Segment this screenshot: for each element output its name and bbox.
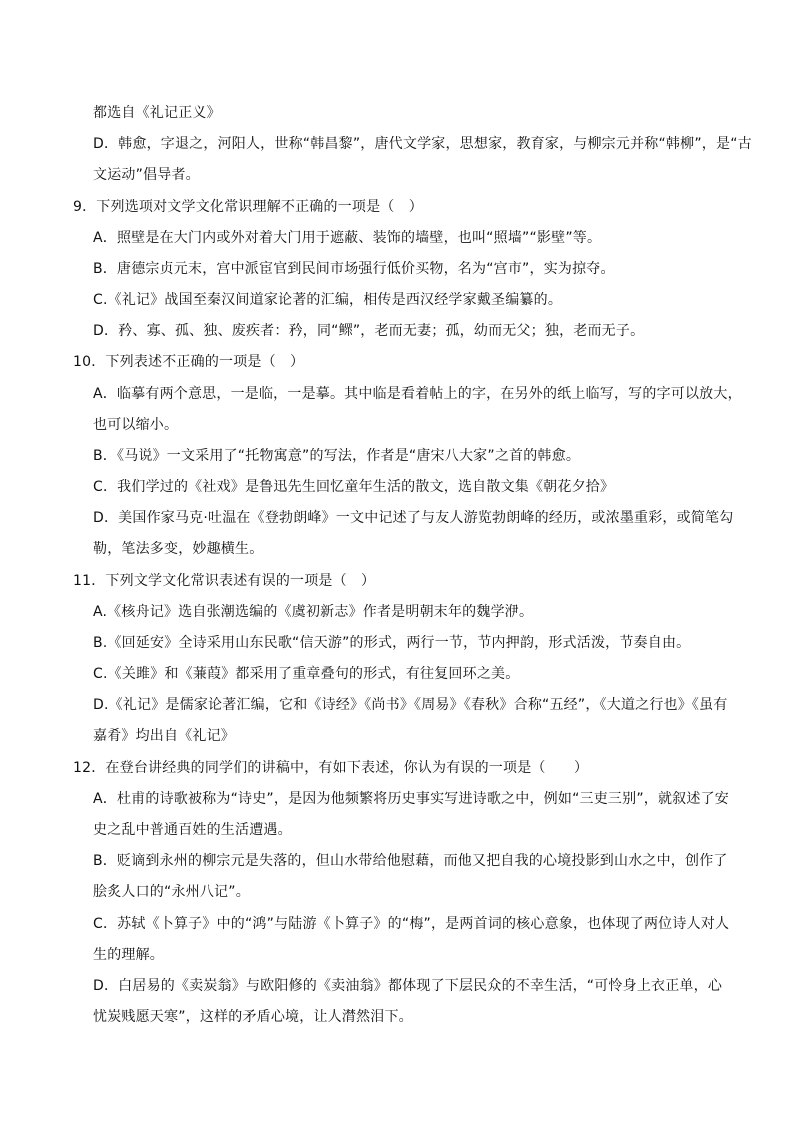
question-10: 10．下列表述不正确的一项是（ ） — [73, 354, 305, 370]
option-a-line: A．照壁是在大门内或外对着大门用于遮蔽、装饰的墙壁，也叫“照墙”“影壁”等。 — [93, 230, 602, 246]
text-line: 忧炭贱愿天寒”，这样的矛盾心境，让人潸然泪下。 — [93, 1009, 413, 1025]
option-b-line: B．唐德宗贞元末，宫中派宦官到民间市场强行低价买物，名为“宫市”，实为掠夺。 — [93, 261, 615, 277]
option-c-line: C.《礼记》战国至秦汉间道家论著的汇编，相传是西汉经学家戴圣编纂的。 — [93, 292, 563, 308]
option-c-line: C.《关雎》和《蒹葭》都采用了重章叠句的形式，有往复回环之美。 — [93, 666, 520, 682]
text-line: 嘉肴》均出自《礼记》 — [93, 728, 235, 744]
text-line: 都选自《礼记正义》 — [93, 105, 221, 121]
option-d-line: D.《礼记》是儒家论著汇编，它和《诗经》《尚书》《周易》《春秋》合称“五经”，《大道之行也》《虽有 — [93, 697, 728, 713]
option-d-line: D．矜、寡、孤、独、废疾者：矜，同“鳏”，老而无妻；孤，幼而无父；独，老而无子。 — [93, 323, 645, 339]
option-a-line: A．临摹有两个意思，一是临，一是摹。其中临是看着帖上的字，在另外的纸上临写，写的字可以放大， — [93, 386, 742, 402]
option-d-line: D．白居易的《卖炭翁》与欧阳修的《卖油翁》都体现了下层民众的不幸生活，“可怜身上衣正单，心 — [93, 978, 723, 994]
option-b-line: B．贬谪到永州的柳宗元是失落的，但山水带给他慰藉，而他又把自我的心境投影到山水之中，创作了 — [93, 853, 728, 869]
text-line: 史之乱中普通百姓的生活遭遇。 — [93, 822, 292, 838]
option-a-line: A.《核舟记》选自张潮选编的《虞初新志》作者是明朝末年的魏学洢。 — [93, 604, 534, 620]
option-d-line: D．美国作家马克·吐温在《登勃朗峰》一文中记述了与友人游览勃朗峰的经历，或浓墨重彩，或简笔勾 — [93, 510, 734, 526]
option-c-line: C．苏轼《卜算子》中的“鸿”与陆游《卜算子》的“梅”，是两首词的核心意象，也体现了两位诗人对人 — [93, 916, 730, 932]
question-11: 11．下列文学文化常识表述有误的一项是（ ） — [73, 573, 376, 589]
text-line: 脍炙人口的“永州八记”。 — [93, 884, 250, 900]
question-12: 12．在登台讲经典的同学们的讲稿中，有如下表述，你认为有误的一项是（ ） — [73, 760, 589, 776]
option-d-line: D．韩愈，字退之，河阳人，世称“韩昌黎”，唐代文学家，思想家，教育家，与柳宗元并称“韩柳”，是“古 — [93, 136, 752, 152]
option-c-line: C．我们学过的《社戏》是鲁迅先生回忆童年生活的散文，选自散文集《朝花夕拾》 — [93, 479, 615, 495]
text-line: 勒，笔法多变，妙趣横生。 — [93, 541, 264, 557]
option-a-line: A．杜甫的诗歌被称为“诗史”，是因为他频繁将历史事实写进诗歌之中，例如“三吏三别”，就叙述了安 — [93, 791, 729, 807]
option-b-line: B.《回延安》全诗采用山东民歌“信天游”的形式，两行一节，节内押韵，形式活泼，节奏自由。 — [93, 635, 691, 651]
text-line: 也可以缩小。 — [93, 417, 179, 433]
option-b-line: B．《马说》一文采用了“托物寓意”的写法，作者是“唐宋八大家”之首的韩愈。 — [93, 448, 581, 464]
text-line: 文运动”倡导者。 — [93, 167, 200, 183]
question-9: 9．下列选项对文学文化常识理解不正确的一项是（ ） — [73, 199, 423, 215]
text-line: 生的理解。 — [93, 947, 164, 963]
